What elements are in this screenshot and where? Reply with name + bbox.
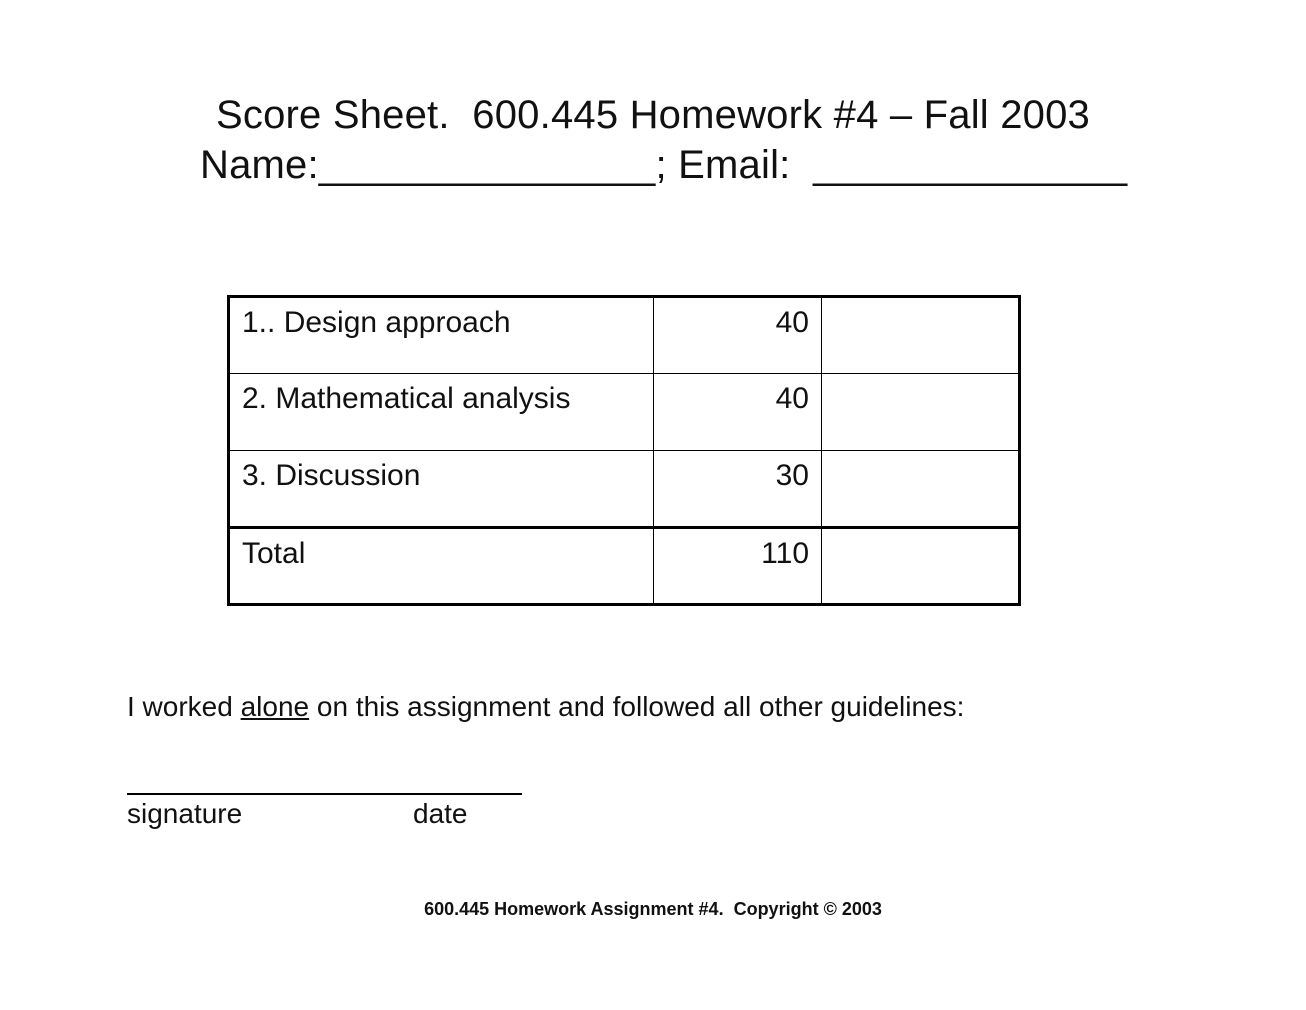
statement-prefix: I worked	[127, 691, 241, 722]
signature-line	[127, 793, 522, 795]
score-cell	[822, 451, 1020, 528]
page-title: Score Sheet. 600.445 Homework #4 – Fall 2003	[216, 93, 1090, 137]
honor-statement	[127, 691, 964, 723]
name-email-line: Name:_______________; Email: ______________	[200, 143, 1128, 187]
points-cell: 40	[654, 374, 822, 451]
item-cell: 3. Discussion	[229, 451, 654, 528]
score-cell	[822, 374, 1020, 451]
item-cell: 1.. Design approach	[229, 297, 654, 374]
score-table	[227, 295, 1021, 606]
date-label: date	[413, 798, 468, 829]
total-score-cell	[822, 528, 1020, 605]
statement-suffix: on this assignment and followed all other guidelines:	[309, 691, 965, 722]
item-cell: 2. Mathematical analysis	[229, 374, 654, 451]
score-cell	[822, 297, 1020, 374]
signature-label: signature	[127, 798, 243, 829]
statement-emphasis: alone	[240, 691, 310, 722]
total-points-cell: 110	[654, 528, 822, 605]
points-cell: 30	[654, 451, 822, 528]
footer-copyright: 600.445 Homework Assignment #4. Copyright © 2003	[424, 899, 882, 919]
total-row	[229, 528, 1020, 605]
total-label-cell: Total	[229, 528, 654, 605]
table-row	[229, 451, 1020, 528]
table-row	[229, 297, 1020, 374]
points-cell: 40	[654, 297, 822, 374]
table-row	[229, 374, 1020, 451]
